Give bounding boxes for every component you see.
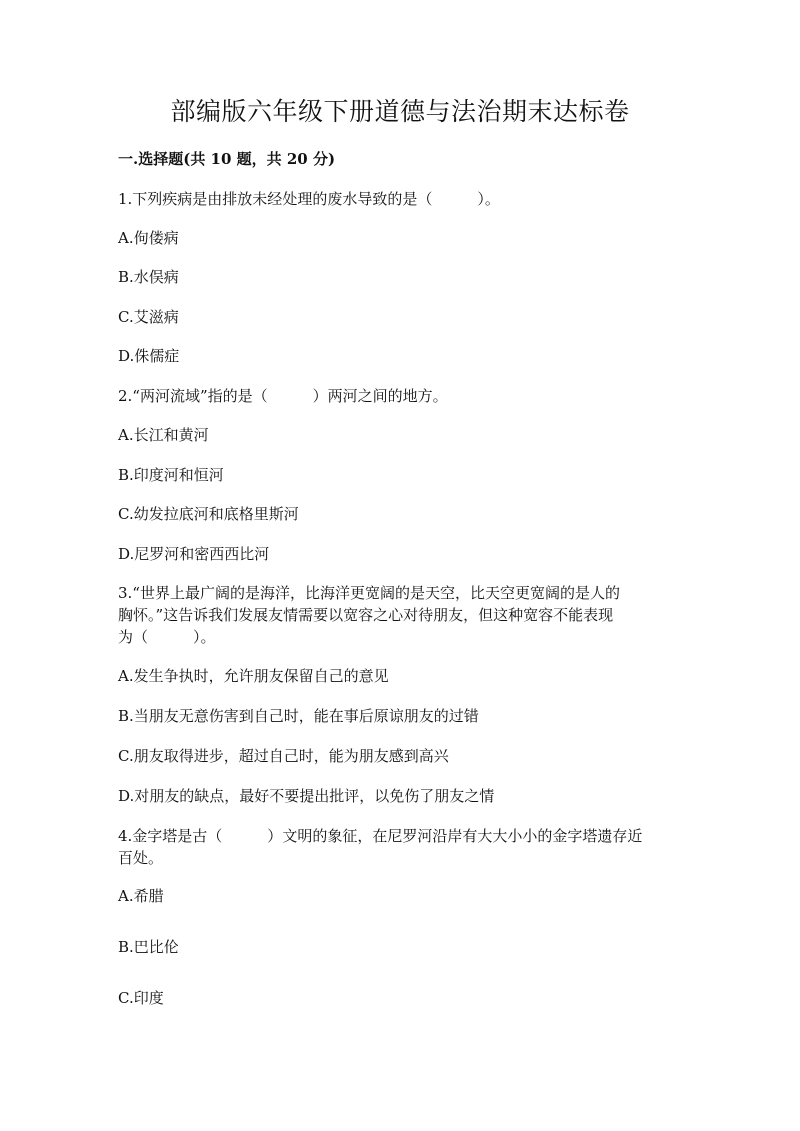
question-1-option-c: C.艾滋病 <box>118 308 179 326</box>
question-2-stem: 2.“两河流域”指的是（ ）两河之间的地方。 <box>118 387 448 405</box>
question-3-option-a: A.发生争执时，允许朋友保留自己的意见 <box>118 667 389 685</box>
question-2-option-c: C.幼发拉底河和底格里斯河 <box>118 505 299 523</box>
question-3-option-d: D.对朋友的缺点，最好不要提出批评，以免伤了朋友之情 <box>118 787 495 805</box>
exam-title: 部编版六年级下册道德与法治期末达标卷 <box>170 97 630 126</box>
question-2-option-b: B.印度河和恒河 <box>118 466 224 484</box>
question-3-stem-line-3: 为（ ）。 <box>118 628 216 646</box>
question-3-option-b: B.当朋友无意伤害到自己时，能在事后原谅朋友的过错 <box>118 707 479 725</box>
question-1-option-d: D.侏儒症 <box>118 347 180 365</box>
question-1-stem: 1.下列疾病是由排放未经处理的废水导致的是（ ）。 <box>118 190 500 208</box>
question-3-option-c: C.朋友取得进步，超过自己时，能为朋友感到高兴 <box>118 747 449 765</box>
question-4-option-b: B.巴比伦 <box>118 938 179 956</box>
question-4-stem-line-1: 4.金字塔是古（ ）文明的象征，在尼罗河沿岸有大大小小的金字塔遗存近 <box>118 827 643 845</box>
question-3-stem-line-2: 胸怀。”这告诉我们发展友情需要以宽容之心对待朋友，但这种宽容不能表现 <box>118 606 614 624</box>
question-4-stem-line-2: 百处。 <box>118 849 164 867</box>
question-2-option-a: A.长江和黄河 <box>118 426 209 444</box>
question-3-stem-line-1: 3.“世界上最广阔的是海洋，比海洋更宽阔的是天空，比天空更宽阔的是人的 <box>118 584 620 602</box>
section-heading: 一.选择题(共 10 题，共 20 分) <box>118 150 336 168</box>
question-4-option-a: A.希腊 <box>118 887 164 905</box>
question-2-option-d: D.尼罗河和密西西比河 <box>118 545 270 563</box>
question-1-option-b: B.水俣病 <box>118 268 179 286</box>
question-4-option-c: C.印度 <box>118 989 164 1007</box>
question-1-option-a: A.佝偻病 <box>118 229 179 247</box>
